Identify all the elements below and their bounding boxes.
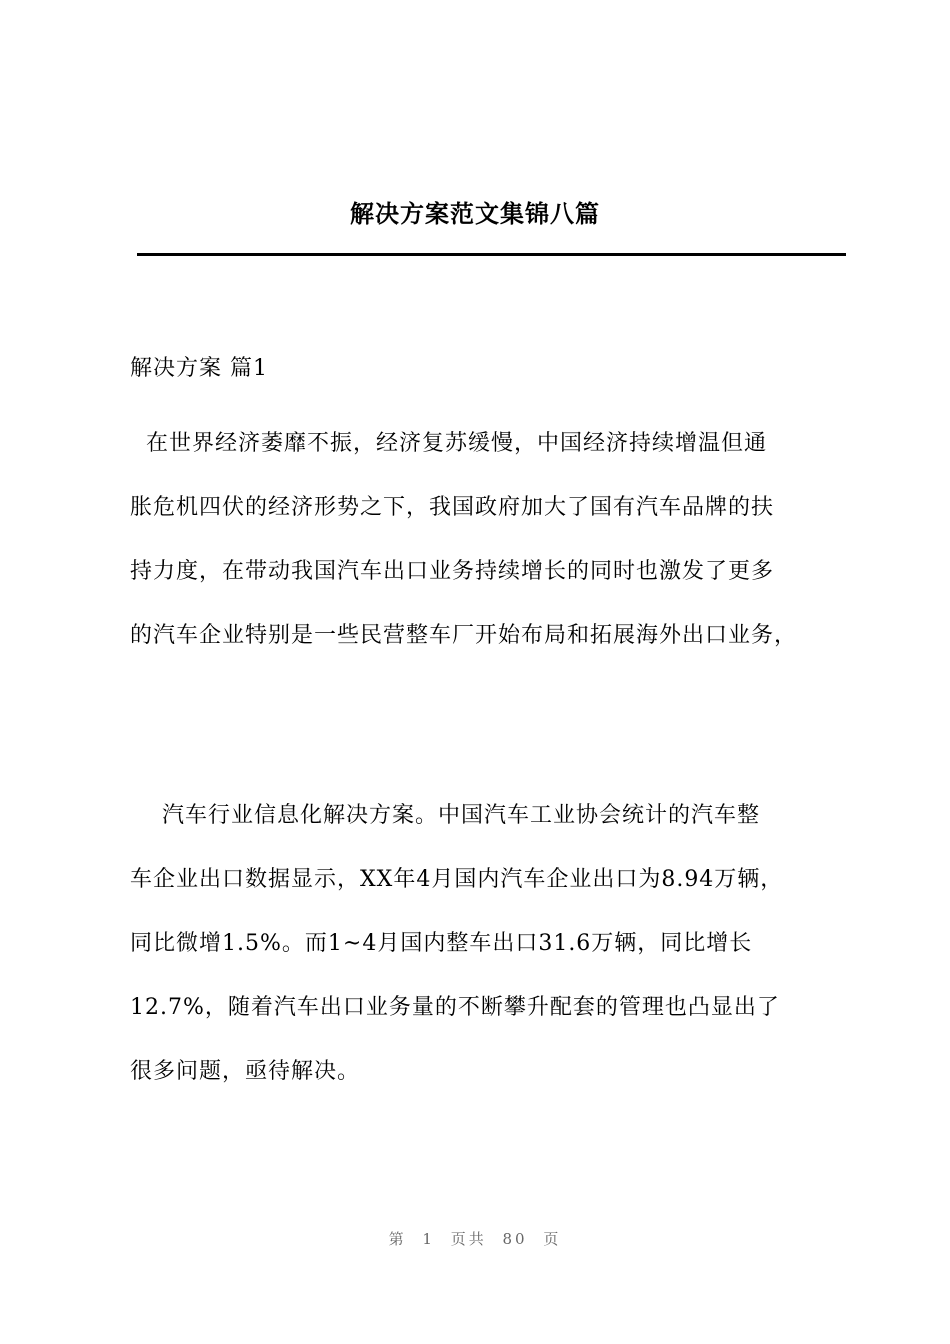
document-title: 解决方案范文集锦八篇 <box>350 199 600 228</box>
paragraph-line: 的汽车企业特别是一些民营整车厂开始布局和拓展海外出口业务， <box>130 623 798 648</box>
paragraph-2 <box>130 784 850 1104</box>
paragraph-line: 同比微增1.5%。而1~4月国内整车出口31.6万辆，同比增长 <box>130 931 753 956</box>
paragraph-line: 车企业出口数据显示，XX年4月国内汽车企业出口为8.94万辆， <box>130 867 784 892</box>
paragraph-line: 汽车行业信息化解决方案。中国汽车工业协会统计的汽车整 <box>130 803 760 828</box>
paragraph-line: 持力度，在带动我国汽车出口业务持续增长的同时也激发了更多 <box>130 559 775 584</box>
paragraph-line: 很多问题，亟待解决。 <box>130 1059 361 1084</box>
paragraph-line: 胀危机四伏的经济形势之下，我国政府加大了国有汽车品牌的扶 <box>130 495 775 520</box>
paragraph-1 <box>130 412 850 668</box>
paragraph-line: 在世界经济萎靡不振，经济复苏缓慢，中国经济持续增温但通 <box>130 431 767 456</box>
title-underline <box>137 253 846 256</box>
section-heading: 解决方案 篇1 <box>130 356 268 381</box>
paragraph-line: 12.7%，随着汽车出口业务量的不断攀升配套的管理也凸显出了 <box>130 995 780 1020</box>
page-footer: 第 1 页共 80 页 <box>388 1230 562 1248</box>
